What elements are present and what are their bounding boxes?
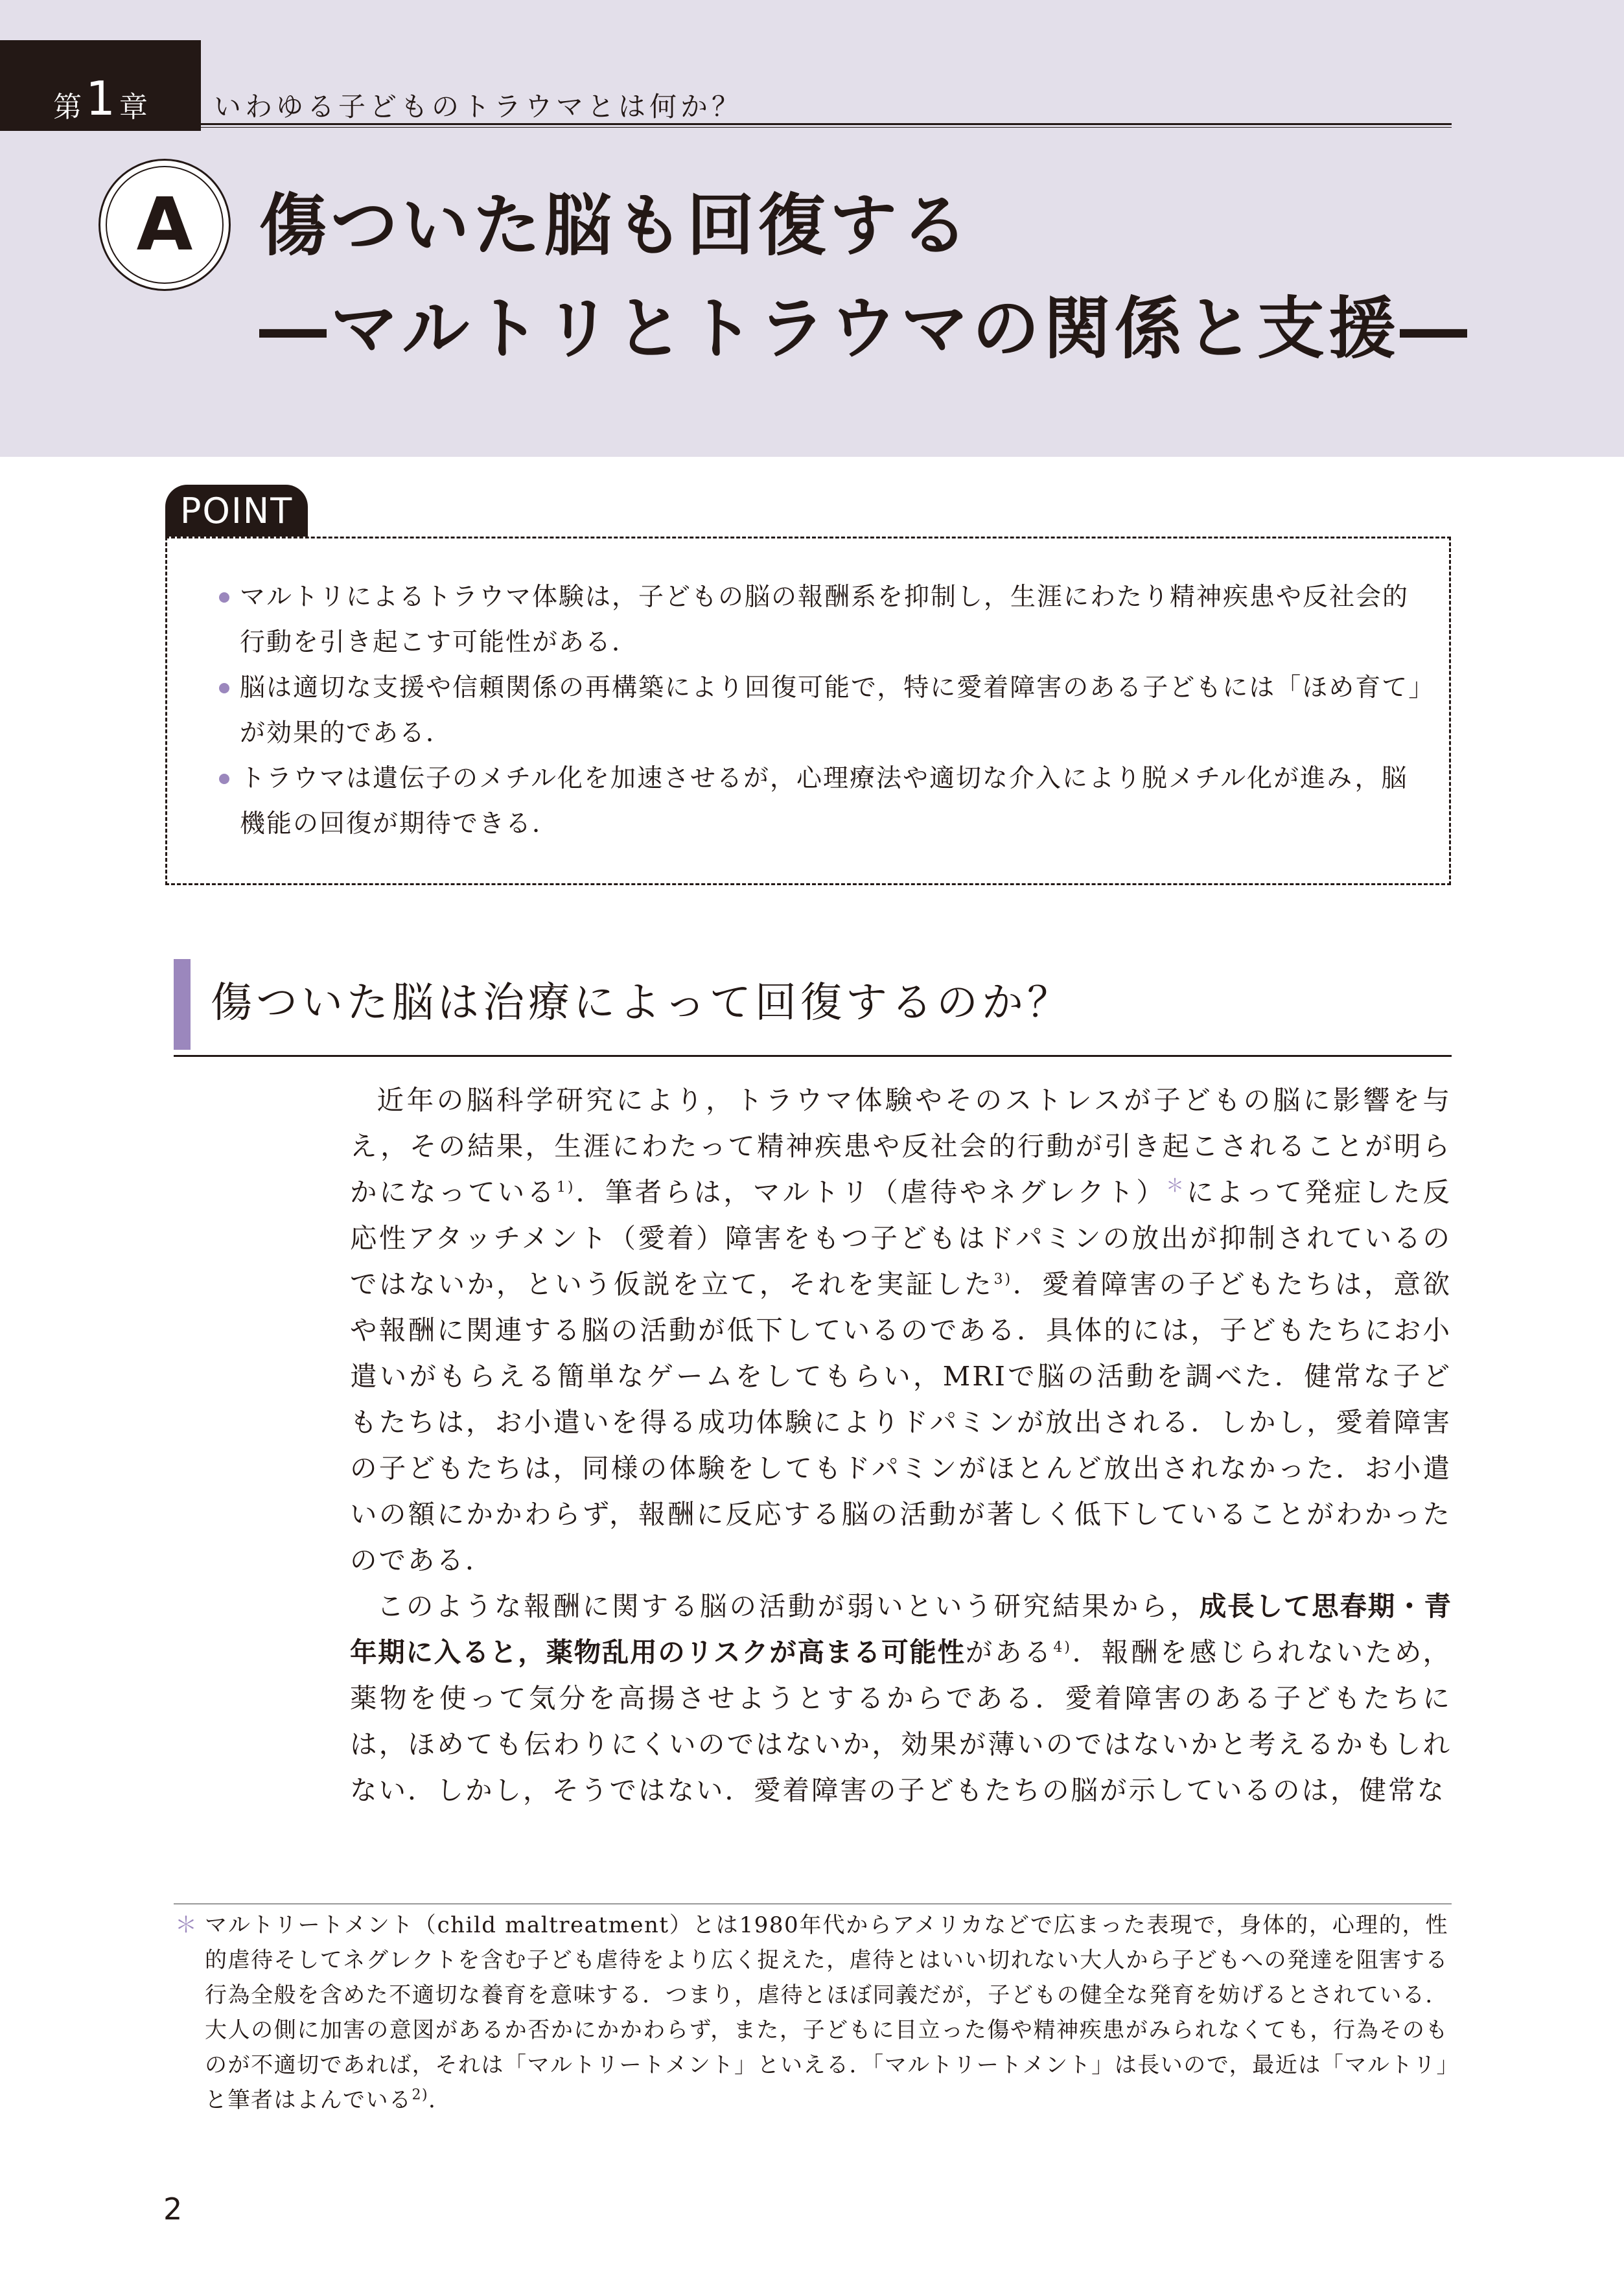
chapter-tab	[0, 40, 201, 131]
body-paragraph	[350, 1077, 1452, 1583]
page-number: 2	[163, 2192, 183, 2227]
point-label: POINT	[165, 485, 308, 537]
citation-ref: 3)	[993, 1271, 1013, 1288]
citation-ref: 2)	[412, 2087, 429, 2103]
section-heading: 傷ついた脳は治療によって回復するのか？	[211, 979, 1073, 1027]
chapter-label-prefix: 第	[53, 91, 82, 124]
body-paragraph	[350, 1583, 1452, 1813]
heading-rule	[174, 1055, 1452, 1057]
chapter-label-suffix: 章	[119, 91, 148, 124]
chapter-rule	[201, 123, 1452, 128]
footnote-asterisk: ＊	[1165, 1175, 1187, 1197]
point-item-text: マルトリによるトラウマ体験は，子どもの脳の報酬系を抑制し，生涯にわたり精神疾患や反社会的行動を引き起こす可能性がある．	[240, 583, 1409, 657]
footnote-text-span: マルトリートメント（child maltreatment）とは1980年代からアメリカなどで広まった表現で，身体的，心理的，性的虐待そしてネグレクトを含む子ども虐待をより広く捉えた，虐待とはいい切れない大人から子どもへの発達を阻害する行為全般を含めた不適切な養育を意味する．つまり，虐待とほぼ同義だが，子どもの健全な発育を妨げるとされている．大人の側に加害の意図があるか否かにかかわらず，また，子どもに目立った傷や精神疾患がみられなくても，行為そのものが不適切であれば，それは「マルトリートメント」といえる．「マルトリートメント」は長いので，最近は「マルトリ」と筆者はよんでいる	[205, 1912, 1448, 2113]
body-text-span: によって発症した反応性アタッチメント（愛着）障害をもつ子どもはドパミンの放出が抑制されているのではないか，という仮説を立て，それを実証した	[350, 1176, 1452, 1300]
bullet-dot-icon	[219, 683, 229, 693]
heading-accent-bar	[174, 959, 191, 1050]
footnote-mark: ＊	[175, 1912, 198, 1938]
section-letter-badge	[99, 159, 231, 291]
bullet-dot-icon	[219, 592, 229, 603]
point-item	[219, 756, 1424, 847]
section-title-line1: 傷ついた脳も回復する	[259, 186, 973, 265]
body-text-span: 近年の脳科学研究により，トラウマ体験やそのストレスが子どもの脳に影響を与え，その結果，生涯にわたって精神疾患や反社会的行動が引き起こされることが明らかになっている	[350, 1084, 1452, 1208]
chapter-title: いわゆる子どものトラウマとは何か？	[214, 91, 743, 122]
citation-ref: 4)	[1053, 1639, 1072, 1656]
emphasis-text: 成長して思春期・青年期に入ると，薬物乱用のリスクが高まる可能性	[350, 1590, 1452, 1668]
body-text-span: ．筆者らは，マルトリ（虐待やネグレクト）	[575, 1176, 1166, 1208]
chapter-number: 1	[86, 71, 115, 126]
body-text-span: ．愛着障害の子どもたちは，意欲や報酬に関連する脳の活動が低下しているのである．具体的には，子どもたちにお小遣いがもらえる簡単なゲームをしてもらい，MRIで脳の活動を調べた．健常な子どもたちは，お小遣いを得る成功体験によりドパミンが放出される．しかし，愛着障害の子どもたちは，同様の体験をしてもドパミンがほとんど放出されなかった．お小遣いの額にかかわらず，報酬に反応する脳の活動が著しく低下していることがわかったのである．	[350, 1268, 1452, 1576]
body-text-span: このような報酬に関する脳の活動が弱いという研究結果から，	[377, 1590, 1200, 1622]
citation-ref: 1)	[556, 1179, 575, 1196]
body-text-span: がある	[965, 1636, 1054, 1668]
point-item	[219, 575, 1424, 666]
point-item-text: トラウマは遺伝子のメチル化を加速させるが，心理療法や適切な介入により脱メチル化が進み，脳機能の回復が期待できる．	[240, 764, 1408, 839]
footnote	[175, 1908, 1448, 2118]
point-item-text: 脳は適切な支援や信頼関係の再構築により回復可能で，特に愛着障害のある子どもには「ほめ育て」が効果的である．	[240, 673, 1422, 748]
body-text-span: ．報酬を感じられないため，薬物を使って気分を高揚させようとするからである．愛着障害のある子どもたちには，ほめても伝わりにくいのではないか，効果が薄いのではないかと考えるかもしれない．しかし，そうではない．愛着障害の子どもたちの脳が示しているのは，健常な	[350, 1636, 1452, 1806]
footnote-end: ．	[428, 2087, 452, 2113]
point-box	[165, 537, 1451, 885]
footnote-rule	[174, 1903, 1452, 1904]
point-item	[219, 666, 1424, 756]
body-text	[350, 1077, 1452, 1813]
section-title-line2: ―マルトリとトラウマの関係と支援―	[259, 289, 1472, 368]
footnote-text	[175, 1908, 1448, 2118]
point-list	[219, 575, 1424, 847]
section-letter: A	[136, 183, 193, 267]
bullet-dot-icon	[219, 774, 229, 784]
